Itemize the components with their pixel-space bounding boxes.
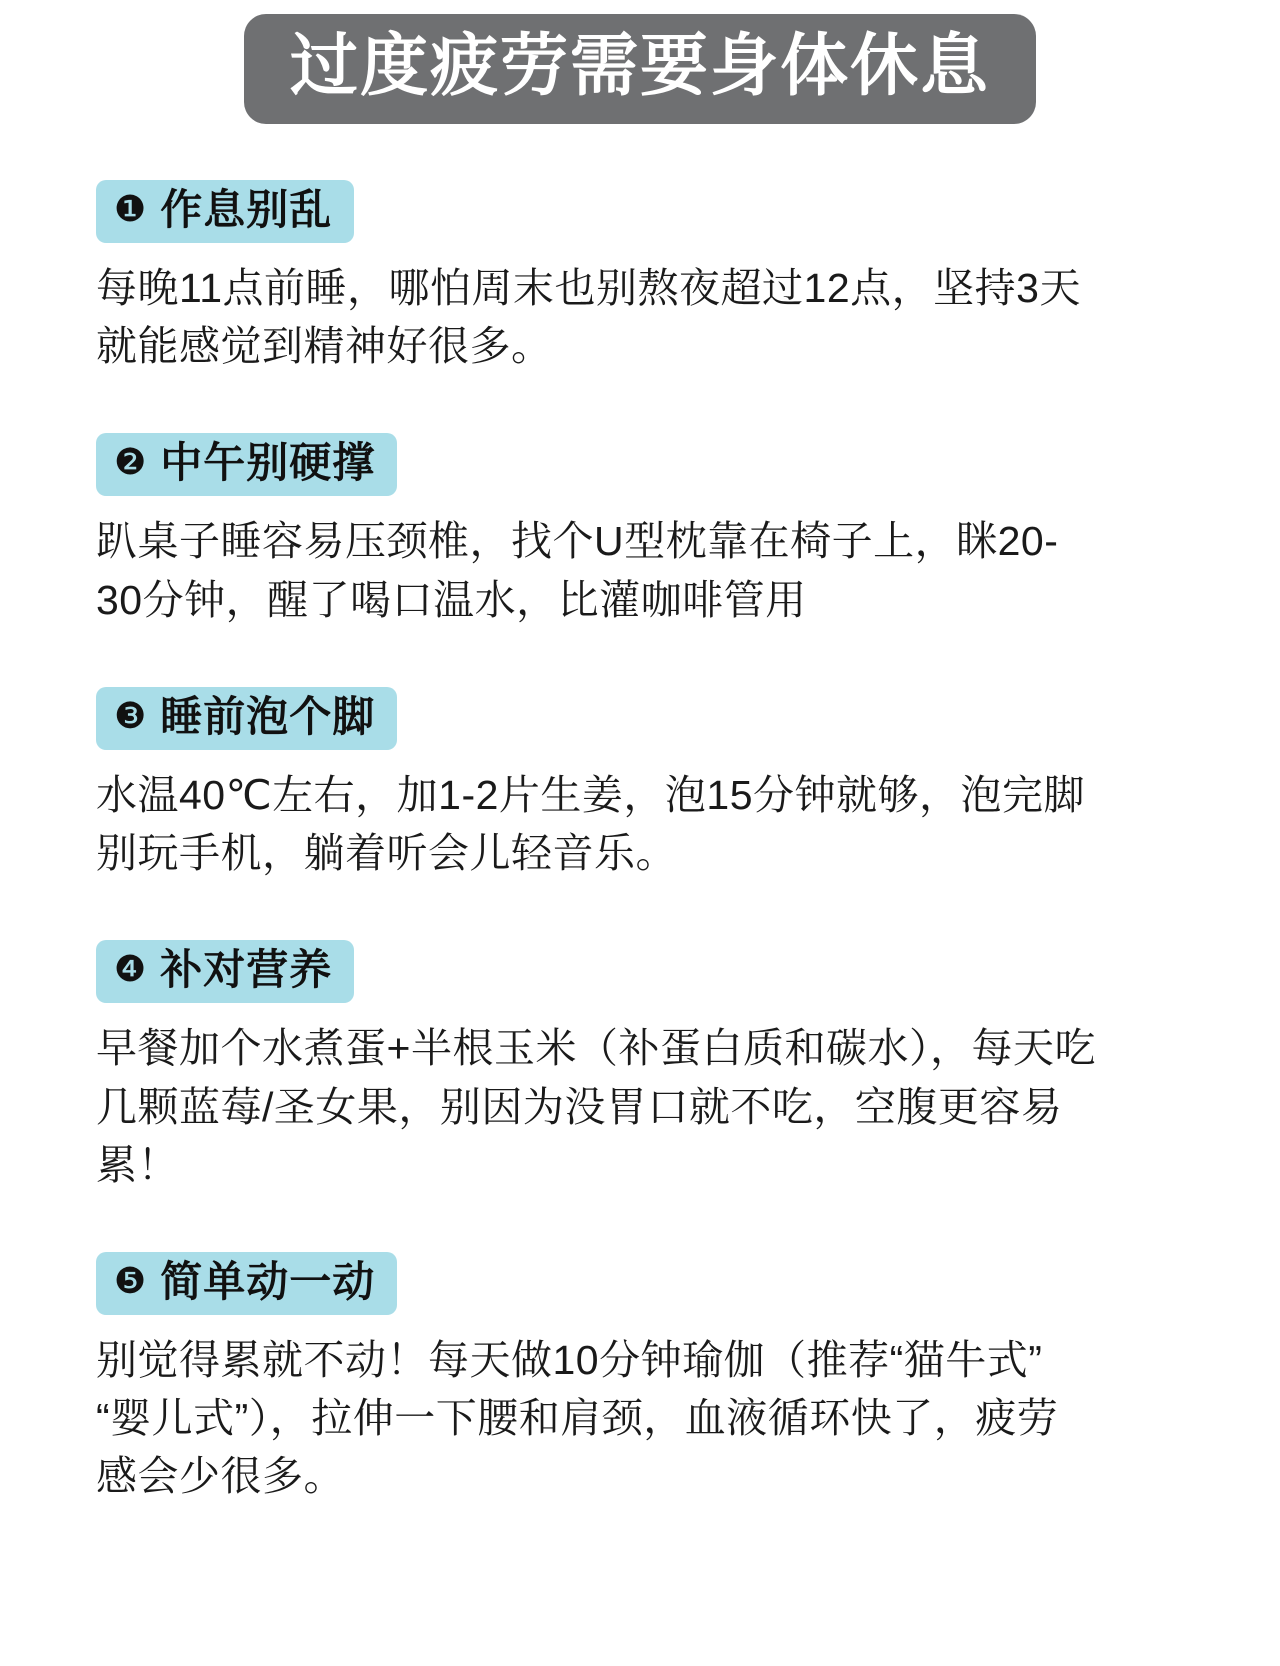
tip-body: 水温40℃左右，加1-2片生姜，泡15分钟就够，泡完脚别玩手机，躺着听会儿轻音乐。 [96, 771, 1086, 877]
tip-number-icon: ❶ [114, 188, 147, 229]
tip-heading [96, 180, 354, 243]
tip-heading-label: 睡前泡个脚 [160, 692, 376, 740]
tip-heading [96, 433, 397, 496]
tip-body: 趴桌子睡容易压颈椎，找个U型枕靠在椅子上，眯20-30分钟，醒了喝口温水，比灌咖啡管用 [96, 518, 1059, 623]
tip-heading-label: 中午别硬撑 [160, 439, 376, 487]
tip-body: 别觉得累就不动！每天做10分钟瑜伽（推荐“猫牛式”“婴儿式”），拉伸一下腰和肩颈，血液循环快了，疲劳感会少很多。 [96, 1336, 1059, 1500]
title-container [0, 14, 1280, 124]
tip-body: 每晚11点前睡，哪怕周末也别熬夜超过12点，坚持3天就能感觉到精神好很多。 [96, 265, 1081, 370]
tip-section [96, 940, 1184, 1194]
tip-heading [96, 1252, 397, 1315]
tip-heading-label: 作息别乱 [160, 186, 333, 233]
tip-number-icon: ❹ [114, 948, 147, 990]
tip-section [96, 180, 1184, 375]
tip-heading-label: 简单动一动 [160, 1257, 376, 1305]
tip-section [96, 687, 1184, 882]
tip-heading [96, 687, 397, 750]
tip-number-icon: ❷ [114, 441, 147, 483]
tip-heading-label: 补对营养 [160, 946, 333, 994]
page-title: 过度疲劳需要身体休息 [244, 14, 1036, 124]
tip-number-icon: ❺ [114, 1259, 147, 1301]
tips-list [0, 180, 1280, 1506]
tip-section [96, 1252, 1184, 1506]
tip-section [96, 433, 1184, 628]
tip-number-icon: ❸ [114, 694, 147, 736]
tip-body: 早餐加个水煮蛋+半根玉米（补蛋白质和碳水），每天吃几颗蓝莓/圣女果，别因为没胃口就不吃，空腹更容易累！ [96, 1025, 1096, 1188]
tip-heading [96, 940, 354, 1003]
